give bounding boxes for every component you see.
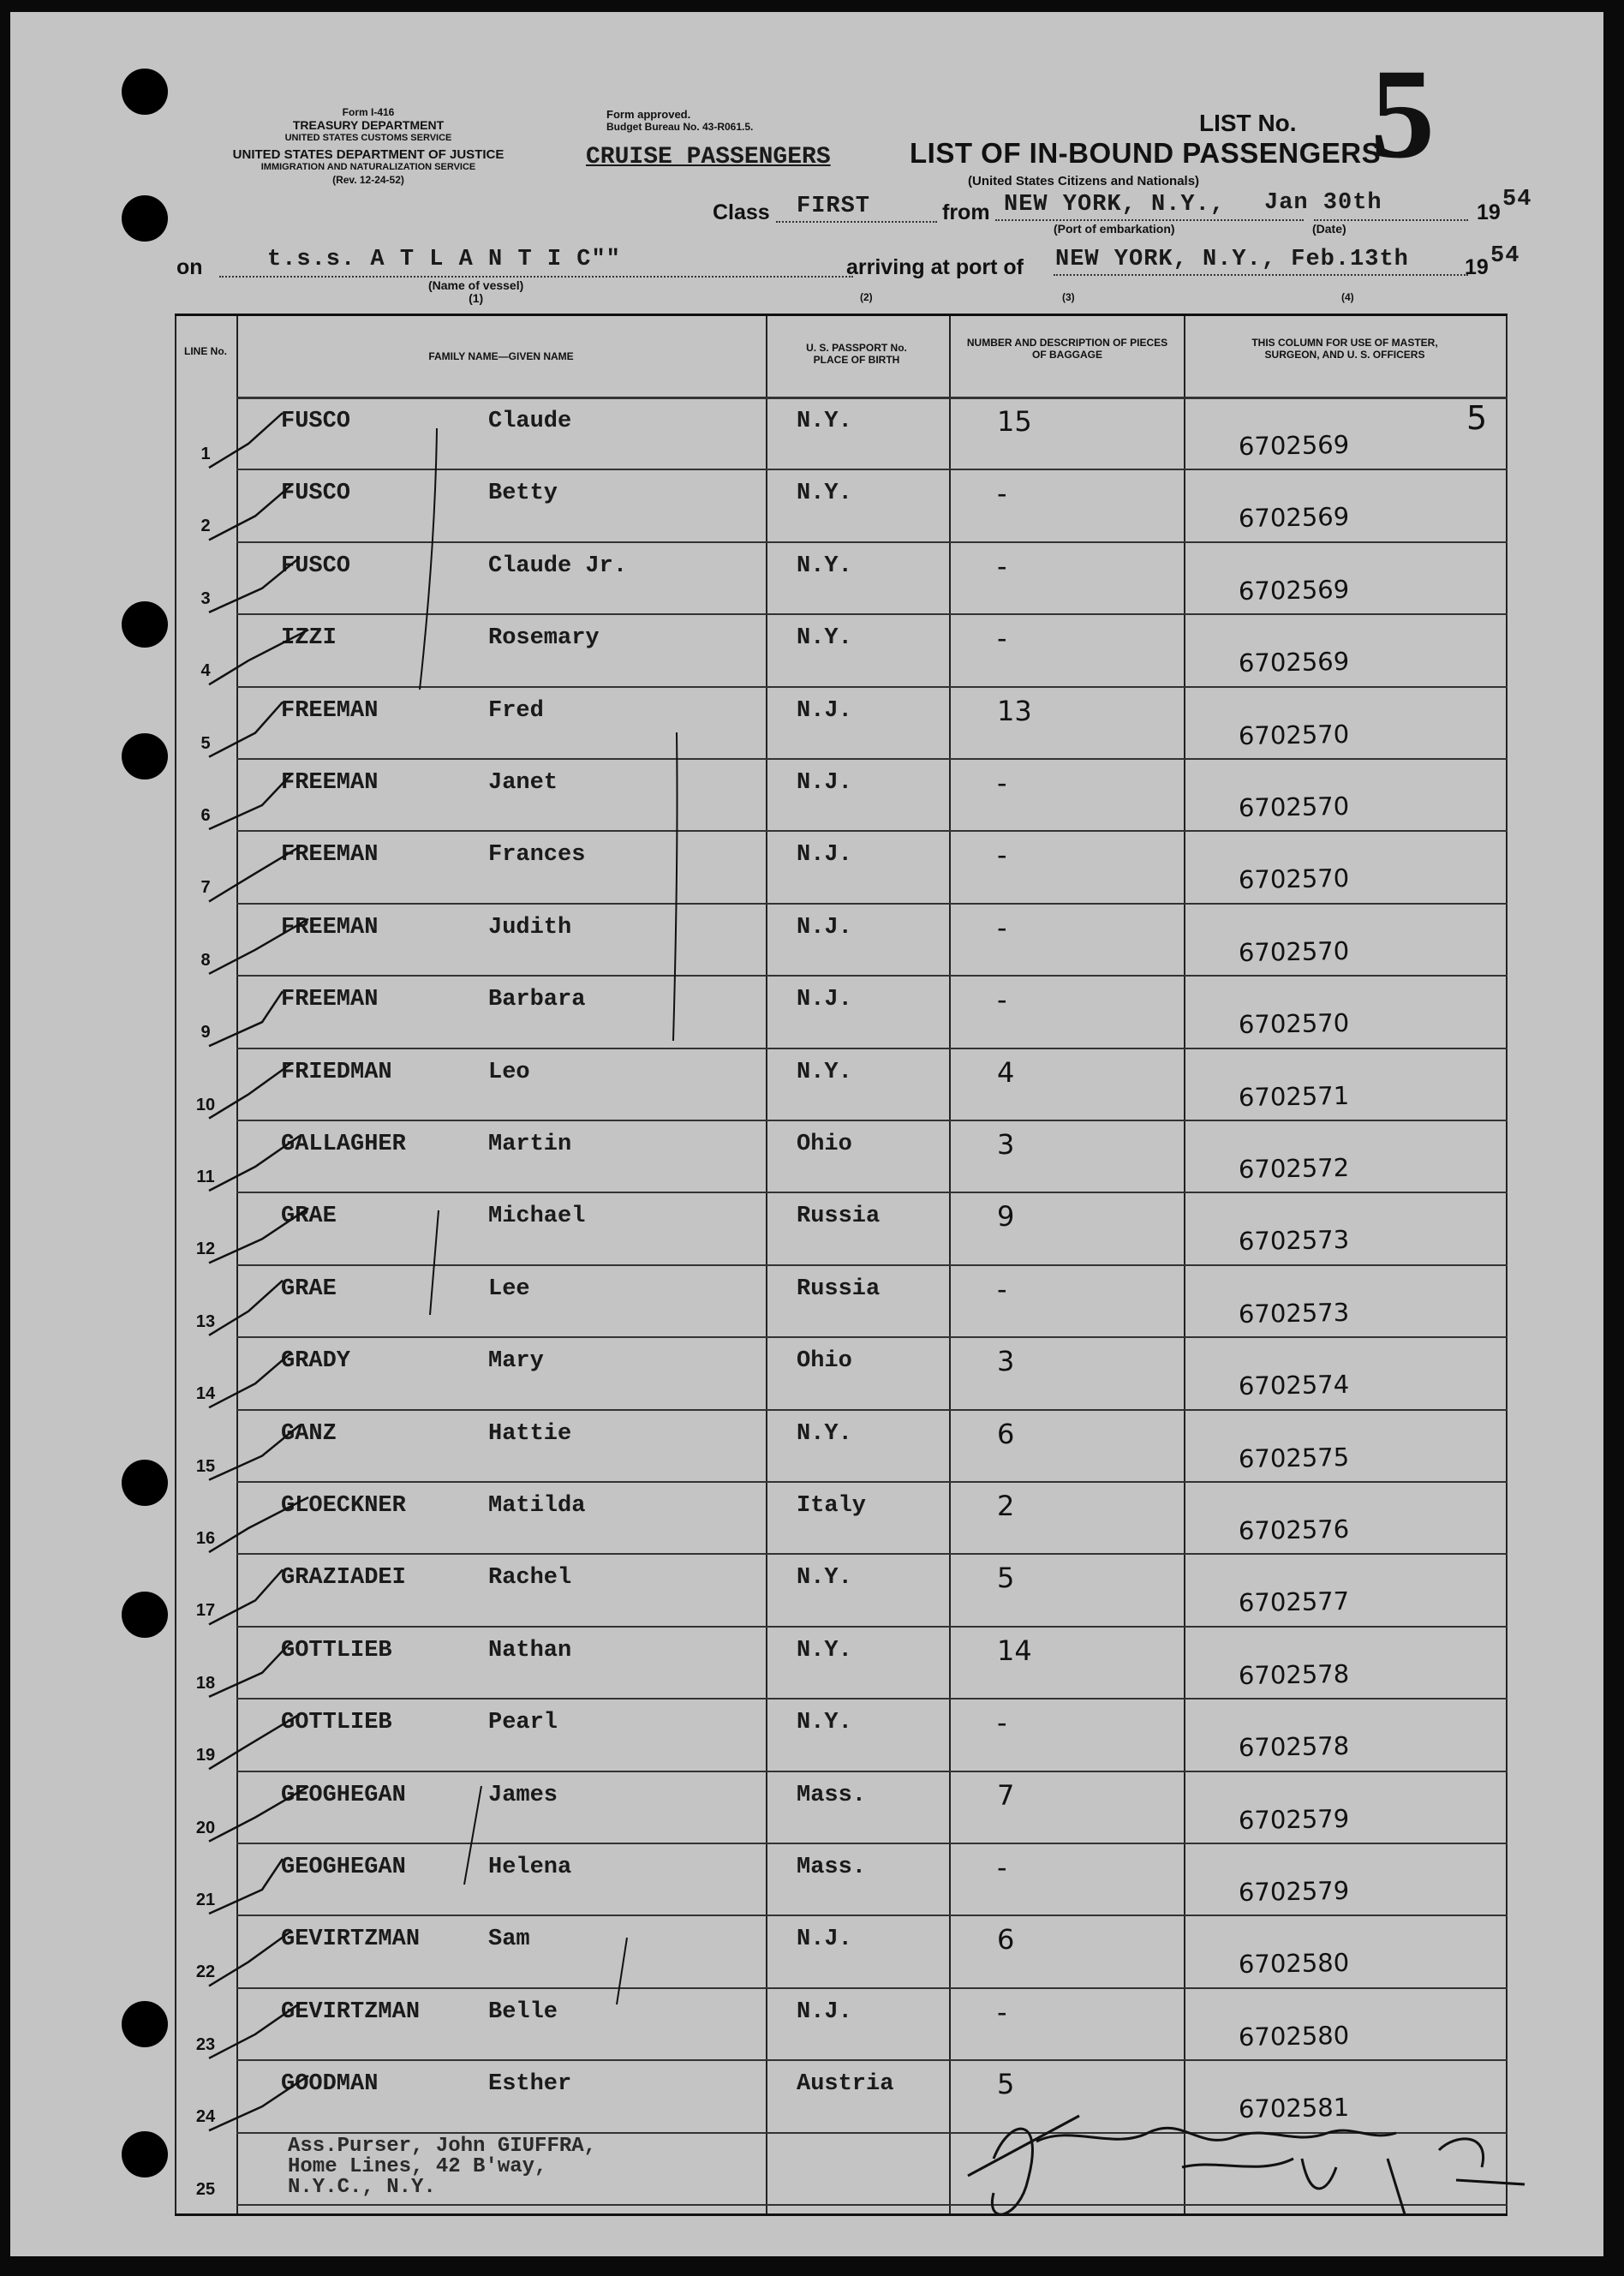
from-port-value: NEW YORK, N.Y., — [1004, 192, 1226, 218]
line-number: 3 — [200, 588, 211, 608]
line-number: 2 — [200, 517, 211, 536]
family-name: FREEMAN — [281, 987, 379, 1013]
place-of-birth: N.J. — [797, 1927, 852, 1953]
family-name: GOODMAN — [281, 2071, 379, 2098]
line-number: 20 — [195, 1818, 216, 1837]
class-value: FIRST — [797, 194, 871, 219]
punch-hole — [122, 601, 168, 648]
list-no-value: 5 — [1370, 43, 1435, 185]
family-name: GOTTLIEB — [281, 1710, 392, 1736]
baggage-count: - — [997, 983, 1007, 1017]
column-header-birth: U. S. PASSPORT No. PLACE OF BIRTH — [806, 342, 907, 366]
baggage-count: 14 — [997, 1634, 1032, 1667]
officer-number: 6702573 — [1238, 1297, 1350, 1329]
family-name: FUSCO — [281, 409, 351, 434]
baggage-count: - — [997, 911, 1007, 944]
baggage-count: 4 — [997, 1055, 1015, 1089]
list-title: LIST OF IN-BOUND PASSENGERS — [910, 137, 1382, 169]
place-of-birth: N.Y. — [797, 1637, 852, 1664]
line-number: 14 — [195, 1384, 216, 1404]
family-name: GRAE — [281, 1204, 337, 1230]
family-name: FREEMAN — [281, 842, 379, 869]
given-name: Belle — [488, 1998, 558, 2025]
baggage-count: - — [997, 839, 1007, 872]
place-of-birth: N.Y. — [797, 1420, 852, 1447]
family-name: GRAZIADEI — [281, 1565, 406, 1592]
given-name: Barbara — [488, 987, 586, 1013]
punch-hole — [122, 195, 168, 242]
place-of-birth: Russia — [797, 1275, 881, 1302]
place-of-birth: N.Y. — [797, 1059, 852, 1085]
officer-number: 6702574 — [1238, 1370, 1350, 1401]
baggage-count: - — [997, 1851, 1007, 1884]
given-name: Janet — [488, 770, 558, 796]
arriving-label: arriving at port of — [846, 255, 1024, 279]
baggage-count: 9 — [997, 1200, 1015, 1234]
officer-number: 6702578 — [1238, 1658, 1350, 1690]
line-number: 10 — [195, 1095, 216, 1114]
family-name: FUSCO — [281, 481, 351, 507]
officer-number: 6702577 — [1238, 1586, 1350, 1618]
line-number: 8 — [200, 950, 211, 970]
form-agency-block: Form I-416 TREASURY DEPARTMENT UNITED STATES CUSTOMS SERVICE UNITED STATES DEPARTMENT OF JUSTICE IMMIGRATION AND NATURALIZATION SERVICE (Rev. 12-24-52) — [232, 106, 505, 186]
given-name: Lee — [488, 1275, 530, 1302]
officer-number: 6702570 — [1238, 863, 1350, 895]
baggage-count: 6 — [997, 1923, 1015, 1956]
punch-hole — [122, 1460, 168, 1506]
line-number: 7 — [200, 878, 211, 898]
baggage-count: - — [997, 549, 1007, 582]
place-of-birth: N.Y. — [797, 553, 852, 579]
line-number: 15 — [195, 1456, 216, 1476]
line-number: 23 — [195, 2034, 216, 2054]
line-number: 11 — [196, 1168, 215, 1186]
line-number: 12 — [195, 1240, 216, 1259]
punch-hole — [122, 2131, 168, 2177]
line-number: 22 — [195, 1962, 216, 1982]
baggage-count: - — [997, 1995, 1007, 2028]
family-name: FREEMAN — [281, 770, 379, 796]
family-name: GEOGHEGAN — [281, 1855, 406, 1880]
officer-number: 6702570 — [1238, 935, 1350, 967]
officer-number: 6702581 — [1238, 2093, 1350, 2124]
column-header-baggage: NUMBER AND DESCRIPTION OF PIECES OF BAGGAGE — [966, 337, 1168, 361]
caption-4: (4) — [1341, 291, 1354, 303]
line-number: 13 — [195, 1311, 216, 1331]
given-name: Michael — [488, 1204, 586, 1230]
place-of-birth: N.Y. — [797, 625, 852, 652]
baggage-count: 5 — [997, 1562, 1015, 1595]
officer-number: 6702580 — [1238, 2020, 1350, 2052]
family-name: GEVIRTZMAN — [281, 1998, 421, 2025]
given-name: Helena — [488, 1855, 572, 1880]
date-caption: (Date) — [1312, 222, 1346, 236]
given-name: Leo — [488, 1059, 530, 1085]
line-number: 5 — [200, 733, 211, 753]
officer-number: 6702569 — [1238, 429, 1350, 462]
place-of-birth: Russia — [797, 1204, 881, 1230]
on-label: on — [176, 255, 203, 279]
baggage-count: - — [997, 1706, 1007, 1740]
place-of-birth: N.J. — [797, 770, 852, 796]
from-year-prefix: 19 — [1477, 200, 1501, 224]
form-approved-note: Form approved. Budget Bureau No. 43-R061.5. — [606, 108, 754, 133]
baggage-count: 7 — [997, 1778, 1015, 1812]
family-name: GRAE — [281, 1275, 337, 1302]
given-name: Judith — [488, 914, 572, 941]
cruise-passengers-stamp: CRUISE PASSENGERS — [586, 144, 831, 170]
punch-hole — [122, 1592, 168, 1638]
family-name: FUSCO — [281, 553, 351, 579]
line-number: 19 — [195, 1746, 216, 1765]
officer-number: 6702572 — [1238, 1152, 1350, 1185]
punch-hole — [122, 733, 168, 780]
baggage-count: - — [997, 477, 1007, 511]
baggage-count: 5 — [997, 2068, 1015, 2101]
arriving-year-value: 54 — [1490, 243, 1520, 269]
place-of-birth: N.Y. — [797, 481, 852, 507]
from-date-value: Jan 30th — [1264, 190, 1382, 216]
given-name: Rachel — [488, 1565, 572, 1592]
line-number: 1 — [200, 445, 211, 463]
given-name: Rosemary — [488, 625, 600, 652]
baggage-count: 3 — [997, 1345, 1015, 1378]
officer-number: 6702578 — [1238, 1731, 1350, 1763]
line-number: 17 — [195, 1601, 216, 1621]
given-name: Hattie — [488, 1420, 572, 1447]
given-name: Fred — [488, 697, 544, 724]
family-name: GALLAGHER — [281, 1132, 406, 1157]
baggage-count: 13 — [997, 694, 1032, 727]
officer-number: 6702573 — [1238, 1225, 1350, 1257]
baggage-count: 6 — [997, 1417, 1015, 1450]
given-name: Frances — [488, 842, 586, 869]
place-of-birth: N.Y. — [797, 1710, 852, 1736]
given-name: Pearl — [488, 1710, 558, 1736]
officer-number: 6702569 — [1238, 502, 1350, 534]
family-name: GLOECKNER — [281, 1493, 406, 1519]
given-name: James — [488, 1782, 558, 1808]
baggage-count: - — [997, 1272, 1007, 1305]
family-name: GEVIRTZMAN — [281, 1927, 421, 1953]
given-name: Esther — [488, 2071, 572, 2098]
place-of-birth: N.J. — [797, 842, 852, 869]
place-of-birth: Italy — [797, 1493, 867, 1519]
given-name: Sam — [488, 1927, 530, 1953]
caption-2: (2) — [860, 291, 873, 303]
officer-number: 6702570 — [1238, 719, 1350, 750]
given-name: Mary — [488, 1348, 544, 1375]
officer-number: 6702569 — [1238, 647, 1350, 678]
place-of-birth: N.J. — [797, 987, 852, 1013]
officer-number: 6702576 — [1238, 1514, 1350, 1546]
line-number: 9 — [200, 1023, 211, 1042]
officer-number: 6702579 — [1238, 1875, 1350, 1908]
officer-number: 6702580 — [1238, 1948, 1350, 1980]
officer-number: 6702570 — [1238, 791, 1350, 823]
column-header-name: FAMILY NAME—GIVEN NAME — [428, 350, 574, 362]
family-name: FREEMAN — [281, 914, 379, 941]
given-name: Claude — [488, 409, 572, 434]
class-label: Class — [713, 200, 770, 224]
baggage-count: - — [997, 767, 1007, 799]
place-of-birth: Mass. — [797, 1855, 867, 1880]
officer-number: 6702579 — [1238, 1803, 1350, 1835]
column-header-officers: THIS COLUMN FOR USE OF MASTER, SURGEON, AND U. S. OFFICERS — [1251, 337, 1438, 361]
place-of-birth: N.Y. — [797, 1565, 852, 1592]
baggage-count: 3 — [997, 1128, 1015, 1161]
place-of-birth: Mass. — [797, 1782, 867, 1808]
line-number: 16 — [195, 1529, 216, 1548]
officer-number: 6702570 — [1238, 1008, 1350, 1040]
corner-mark: 5 — [1466, 399, 1488, 437]
family-name: GOTTLIEB — [281, 1637, 392, 1664]
place-of-birth: N.J. — [797, 1998, 852, 2025]
punch-hole — [122, 69, 168, 115]
line-number: 4 — [200, 661, 211, 681]
line-number: 6 — [200, 806, 211, 825]
given-name: Betty — [488, 481, 558, 507]
caption-3: (3) — [1062, 291, 1075, 303]
given-name: Nathan — [488, 1637, 572, 1664]
given-name: Claude Jr. — [488, 553, 628, 579]
officer-number: 6702575 — [1238, 1442, 1350, 1473]
list-subtitle: (United States Citizens and Nationals) — [968, 174, 1200, 188]
family-name: IZZI — [281, 625, 337, 652]
place-of-birth: Ohio — [797, 1348, 852, 1375]
place-of-birth: N.J. — [797, 697, 852, 724]
punch-hole — [122, 2001, 168, 2047]
column-header-line-no: LINE No. — [184, 345, 227, 357]
baggage-count: 15 — [997, 405, 1032, 438]
vessel-caption: (Name of vessel) (1) — [428, 278, 524, 305]
line-number: 25 — [195, 2179, 216, 2199]
officer-number: 6702571 — [1238, 1080, 1350, 1112]
family-name: GRADY — [281, 1348, 351, 1375]
baggage-count: - — [997, 622, 1007, 655]
place-of-birth: Ohio — [797, 1132, 852, 1157]
line-number: 21 — [195, 1891, 216, 1909]
place-of-birth: Austria — [797, 2071, 894, 2098]
line-number: 18 — [195, 1673, 216, 1693]
family-name: FREEMAN — [281, 697, 379, 724]
port-embarkation-caption: (Port of embarkation) — [1054, 222, 1175, 236]
family-name: GANZ — [281, 1420, 337, 1447]
from-label: from — [942, 200, 990, 224]
family-name: FRIEDMAN — [281, 1059, 392, 1085]
officer-number: 6702569 — [1238, 574, 1350, 606]
family-name: GEOGHEGAN — [281, 1782, 406, 1808]
place-of-birth: N.Y. — [797, 409, 852, 434]
line-number: 24 — [195, 2107, 216, 2127]
vessel-value: t.s.s. A T L A N T I C"" — [267, 247, 621, 272]
arriving-year-prefix: 19 — [1465, 255, 1489, 279]
place-of-birth: N.J. — [797, 914, 852, 941]
baggage-count: 2 — [997, 1490, 1015, 1522]
passenger-table — [175, 314, 1508, 2216]
arriving-port-value: NEW YORK, N.Y., Feb.13th — [1055, 247, 1409, 272]
given-name: Matilda — [488, 1493, 586, 1519]
list-no-label: LIST No. — [1199, 110, 1297, 136]
from-year-value: 54 — [1502, 187, 1532, 212]
purser-block: Ass.Purser, John GIUFFRA, Home Lines, 42 B'way, N.Y.C., N.Y. — [288, 2135, 597, 2199]
given-name: Martin — [488, 1132, 572, 1157]
